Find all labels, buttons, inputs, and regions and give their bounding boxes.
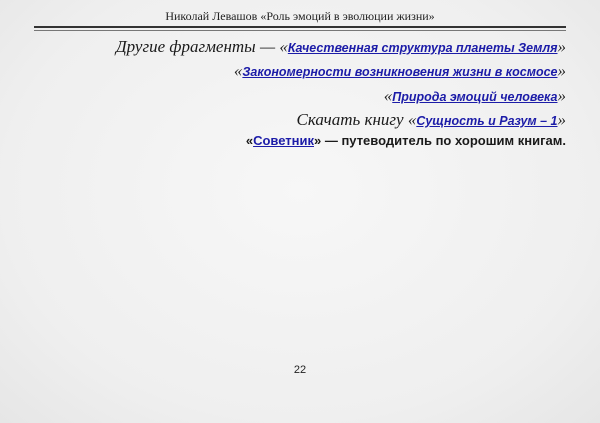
other-fragments-line (26, 36, 566, 59)
emotions-nature-line (26, 85, 566, 108)
life-origin-prefix: « (233, 61, 243, 80)
fragments-block (26, 36, 566, 149)
page-number: 22 (293, 364, 307, 376)
other-fragments-suffix: » (557, 37, 566, 56)
download-book-prefix: Скачать книгу « (296, 110, 417, 129)
other-fragments-prefix: Другие фрагменты — « (115, 37, 288, 56)
header-rule-thin (34, 30, 566, 31)
advisor-line (26, 132, 566, 149)
running-header: Николай Левашов «Роль эмоций в эволюции жизни» (165, 9, 435, 23)
header-rule-thick (34, 26, 566, 28)
life-origin-suffix: » (557, 61, 566, 80)
link-advisor[interactable]: Советник (253, 133, 314, 148)
advisor-prefix: « (245, 133, 254, 148)
download-book-suffix: » (557, 110, 566, 129)
life-origin-line (26, 60, 566, 83)
link-life-origin-cosmos[interactable]: Закономерности возникновения жизни в космосе (242, 65, 558, 79)
link-nature-of-emotions[interactable]: Природа эмоций человека (392, 90, 558, 104)
emotions-nature-suffix: » (557, 86, 566, 105)
link-planet-earth-structure[interactable]: Качественная структура планеты Земля (287, 41, 558, 55)
link-download-essence-and-mind[interactable]: Сущность и Разум – 1 (416, 114, 558, 128)
emotions-nature-prefix: « (383, 86, 393, 105)
download-book-line (26, 109, 566, 132)
advisor-suffix: » — путеводитель по хорошим книгам. (314, 133, 566, 148)
